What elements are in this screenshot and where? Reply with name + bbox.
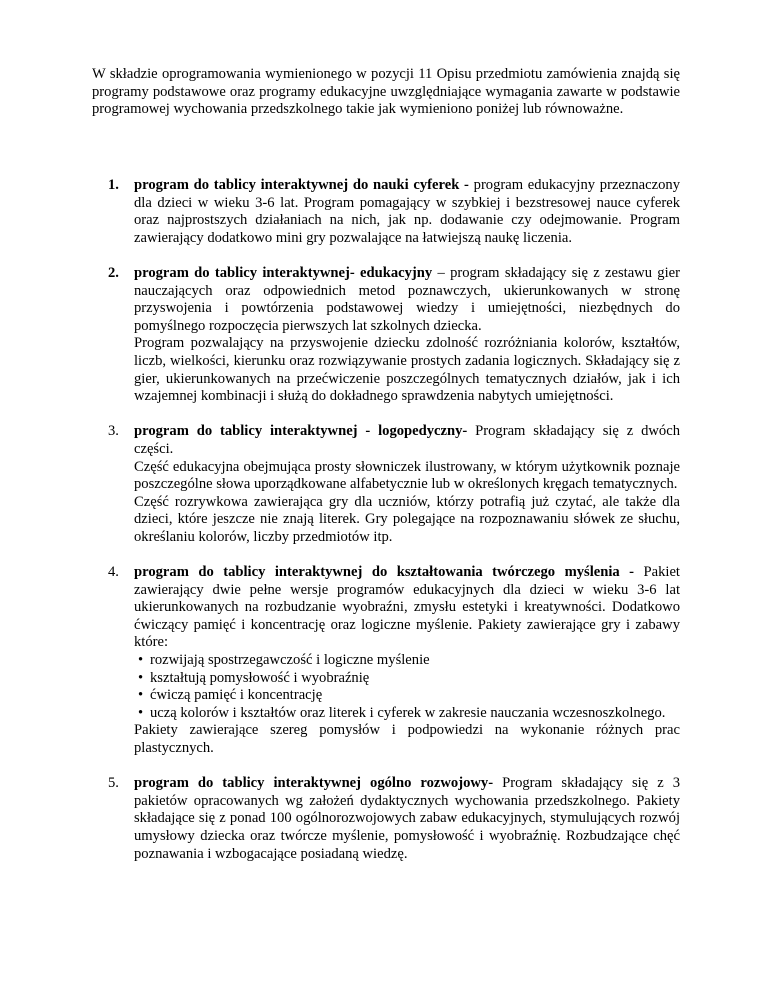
- bullet-item: • uczą kolorów i kształtów oraz literek i cyferek w zakresie nauczania wczesnoszkolnego.: [134, 705, 680, 723]
- item-text: program edukacyjny przeznaczony dla dzieci w wieku 3-6 lat. Program pomagający w szybkiej i bezstresowej nauce cyferek oraz najprostszych działaniach na nich, jak np. dodawanie czy odejmowanie. Program zawierający dodatkowo mini gry pozwalające na łatwiejszą naukę liczenia.: [134, 177, 680, 246]
- item-paragraph: Część edukacyjna obejmująca prosty słowniczek ilustrowany, w którym użytkownik poznaje poszczególne słowa uporządkowane alfabetycznie lub w określonych kręgach tematycznych.: [134, 458, 680, 493]
- bullet-item: • kształtują pomysłowość i wyobraźnię: [134, 670, 680, 688]
- list-item-5: [108, 775, 680, 863]
- bullet-list: [134, 652, 680, 722]
- item-paragraph: [134, 265, 680, 335]
- bullet-item: • rozwijają spostrzegawczość i logiczne myślenie: [134, 652, 680, 670]
- list-item-2: [108, 265, 680, 406]
- item-text: Program składający się z dwóch części.: [134, 423, 680, 457]
- item-number: 3.: [108, 423, 119, 440]
- item-paragraph: [134, 564, 680, 652]
- list-item-1: [108, 177, 680, 247]
- item-paragraph: Pakiety zawierające szereg pomysłów i podpowiedzi na wykonanie różnych prac plastycznych.: [134, 722, 680, 756]
- item-number: 1.: [108, 177, 119, 193]
- item-text: Program składający się z 3 pakietów opracowanych wg założeń dydaktycznych wychowania przedszkolnego. Pakiety składające się z ponad 100 ogólnorozwojowych zabaw edukacyjnych, stymulujących rozwój umysłowy dziecka oraz twórcze myślenie, pomysłowość i wyobraźnię. Rozbudzające chęć poznawania i wzbogacające posiadaną wiedzę.: [134, 775, 681, 862]
- item-text: Pakiet zawierający dwie pełne wersje programów edukacyjnych dla dzieci w wieku 3-6 lat ukierunkowanych na rozbudzanie wyobraźni, zmysłu estetyki i kreatywności. Dodatkowo ćwiczący pamięć i koncentrację oraz logiczne myślenie. Pakiety zawierające gry i zabawy które:: [134, 564, 680, 651]
- program-list: [108, 177, 680, 881]
- item-paragraph: [134, 775, 680, 863]
- item-title: program do tablicy interaktywnej - logopedyczny-: [134, 423, 468, 440]
- item-title: program do tablicy interaktywnej ogólno rozwojowy-: [134, 775, 494, 792]
- item-paragraph: Część rozrywkowa zawierająca gry dla uczniów, którzy potrafią już czytać, ale także dla dzieci, które jeszcze nie znają literek. Gry polegające na rozpoznawaniu słówek ze słuchu, określaniu kolorów, liczby przedmiotów itp.: [134, 493, 680, 545]
- item-title: program do tablicy interaktywnej do kształtowania twórczego myślenia -: [134, 564, 635, 581]
- item-title: program do tablicy interaktywnej- edukacyjny: [134, 264, 433, 281]
- item-paragraph: [134, 177, 680, 247]
- item-text: – program składający się z zestawu gier nauczających oraz odpowiednich metod poznawczych, ukierunkowanych w stronę przyswojenia i powtórzenia podstawowej wiedzy i umiejętności, niezbędnych do pomyślnego rozpoczęcia pierwszych lat szkolnych dziecka.: [134, 264, 680, 334]
- item-paragraph: [134, 423, 680, 458]
- item-title: program do tablicy interaktywnej do nauki cyferek -: [134, 177, 469, 193]
- item-number: 5.: [108, 775, 119, 792]
- intro-paragraph: W składzie oprogramowania wymienionego w pozycji 11 Opisu przedmiotu zamówienia znajdą się programy podstawowe oraz programy edukacyjne uwzględniające wymagania zawarte w podstawie programowej wychowania przedszkolnego takie jak wymieniono poniżej lub równoważne.: [92, 66, 680, 118]
- list-item-4: [108, 564, 680, 758]
- item-number: 4.: [108, 564, 119, 581]
- list-item-3: [108, 423, 680, 546]
- item-paragraph: Program pozwalający na przyswojenie dziecku zdolność rozróżniania kolorów, kształtów, liczb, wielkości, kierunku oraz rozwiązywanie prostych zadania logicznych. Składający się z gier, ukierunkowanych na przećwiczenie poszczególnych tematycznych działów, jak i ich wzajemnej kombinacji i służą do dokładnego sprawdzenia nabytych umiejętności.: [134, 335, 680, 405]
- bullet-item: • ćwiczą pamięć i koncentrację: [134, 687, 680, 705]
- item-number: 2.: [108, 264, 119, 281]
